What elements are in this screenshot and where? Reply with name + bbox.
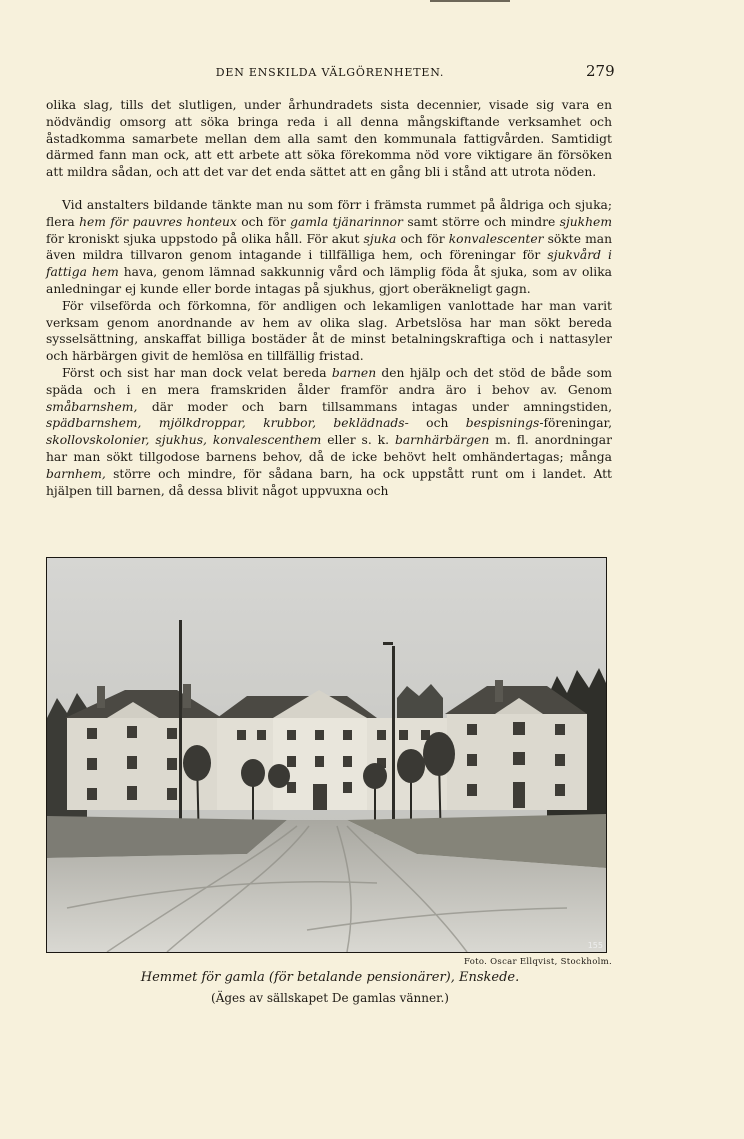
page-number: 279 xyxy=(586,62,615,80)
italic-term: hem för pauvres honteux xyxy=(79,214,237,229)
paragraph: För vilseförda och förkomna, för andligen och lekamligen vanlottade har man varit verksam genom anordnande av hem av olika slag. Arbetslösa har man sökt bereda sysselsättning, anskaffat billiga bostäder åt de minst betalningskraftiga och i nattasyler och härbärgen givit de hemlösa en tillfällig fristad. xyxy=(46,298,612,364)
italic-term: sjuka xyxy=(363,231,397,246)
building-photograph xyxy=(46,557,607,953)
italic-term: småbarnshem, xyxy=(46,399,138,414)
italic-term: spädbarnshem, mjölkdroppar, krubbor, beklädnads- xyxy=(46,416,409,431)
body-text xyxy=(46,97,612,499)
paragraph: Först och sist har man dock velat bereda barnen den hjälp och det stöd de både som späda och i en mera framskriden ålder framför andra äro i behov av. Genom småbarnshem, där moder och barn tillsammans intagas under amningstiden, spädbarnshem, mjölkdroppar, krubbor, beklädnads- och bespisnings-föreningar, skollovskolonier, sjukhus, konvalescenthem eller s. k. barnhärbärgen m. fl. anordningar har man sökt tillgodose barnens behov, då de icke behövt helt omhändertagas; många barnhem, större och mindre, för sådana barn, ha ock uppstått runt om i landet. Att hjälpen till barnen, då dessa blivit något uppvuxna och xyxy=(46,365,612,498)
figure-subcaption: (Äges av sällskapet De gamlas vänner.) xyxy=(211,991,449,1005)
running-title: DEN ENSKILDA VÄLGÖRENHETEN. xyxy=(215,66,445,79)
paragraph: Vid anstalters bildande tänkte man nu som förr i främsta rummet på åldriga och sjuka; flera hem för pauvres honteux och för gamla tjänarinnor samt större och mindre sjukhem för kroniskt sjuka uppstodo på olika håll. För akut sjuka och för konvalescenter sökte man även mildra tillvaron genom intagande i tillfälliga hem, och föreningar för sjukvård i fattiga hem hava, genom lämnad sakkunnig vård och lämplig föda åt sjuka, som av olika anledningar ej kunde eller borde intagas på sjukhus, gjort oberäkneligt gagn. xyxy=(46,197,612,296)
italic-term: sjukvård i fattiga hem xyxy=(46,248,612,280)
italic-term: gamla tjänarinnor xyxy=(290,214,403,229)
top-edge-mark xyxy=(430,0,510,2)
italic-term: sjukhem xyxy=(559,214,612,229)
paragraph: olika slag, tills det slutligen, under århundradets sista decennier, visade sig vara en nödvändig omsorg att söka bringa reda i all denna mångskiftande verksamhet och åstadkomma samarbete mellan dem alla samt den kommunala fattigvården. Samtidigt därmed fann man ock, att ett arbete att söka förekomma nöd vore viktigare än försöken att mildra sådan, och att det var det enda sättet att en gång bli i stånd att utrota nöden. xyxy=(46,98,612,180)
italic-term: bespisnings xyxy=(465,416,540,431)
italic-term: konvalescenter xyxy=(448,231,544,246)
italic-term: skollovskolonier, sjukhus, konvalescenthem xyxy=(46,433,322,448)
photo-plate-number: 155 xyxy=(587,941,603,950)
photo-credit: Foto. Oscar Ellqvist, Stockholm. xyxy=(464,957,612,967)
italic-term: barnen xyxy=(331,365,377,380)
photo-illustration xyxy=(47,558,606,952)
italic-term: barnhärbärgen xyxy=(394,433,490,448)
italic-term: barnhem, xyxy=(46,466,106,481)
figure-caption: Hemmet för gamla (för betalande pensionärer), Enskede. xyxy=(140,970,520,985)
